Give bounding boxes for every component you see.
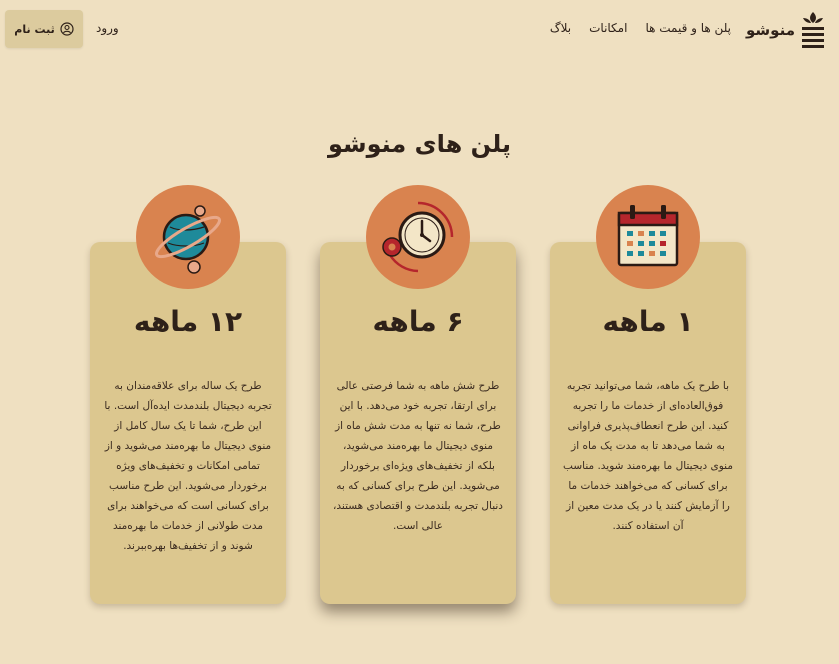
top-navbar: [0, 0, 839, 62]
plan-description-6-month: طرح شش ماهه به شما فرصتی عالی برای ارتقا، تجربه خود می‌دهد. با این طرح، شما نه تنها به مدت شش ماه از منوی دیجیتال ما بهره‌مند می‌شوید، بلکه از تخفیف‌های ویژه‌ای برخوردار می‌شوید. این طرح برای کسانی که به دنبال تجربه بلندمدت و اقتصادی هستند، عالی است.: [333, 380, 503, 532]
user-circle-icon: [60, 22, 74, 36]
logo-text: منوشو: [746, 21, 795, 39]
planet-icon: [148, 197, 228, 277]
signup-label: ثبت نام: [14, 22, 55, 36]
nav-item-plans-pricing[interactable]: پلن ها و قیمت ها: [645, 21, 731, 35]
plan-description-1-month: با طرح یک ماهه، شما می‌توانید تجربه فوق‌العاده‌ای از خدمات ما را تجربه کنید. این طرح انعطاف‌پذیری فراوانی به شما می‌دهد تا به مدت یک ماه از منوی دیجیتال ما بهره‌مند شوید. مناسب برای کسانی که می‌خواهند خدمات ما را آزمایش کنند یا در یک مدت معین از آن استفاده کنند.: [563, 380, 733, 532]
nav-item-blog[interactable]: بلاگ: [549, 21, 572, 35]
signup-button[interactable]: [5, 10, 83, 48]
page-title: پلن های منوشو: [327, 130, 512, 158]
plan-title-12-month: ۱۲ ماهه: [133, 305, 243, 338]
plan-icon-circle: [596, 185, 700, 289]
login-link[interactable]: ورود: [96, 21, 119, 35]
main-nav: [550, 21, 731, 35]
clock-gear-icon: [378, 197, 458, 277]
calendar-icon: [612, 201, 684, 273]
plan-icon-circle: [366, 185, 470, 289]
plan-icon-circle: [136, 185, 240, 289]
nav-item-features[interactable]: امکانات: [589, 21, 628, 35]
plan-title-6-month: ۶ ماهه: [372, 305, 464, 338]
plan-description-12-month: طرح یک ساله برای علاقه‌مندان به تجربه دیجیتال بلندمدت ایده‌آل است. با این طرح، شما تا یک سال کامل از منوی دیجیتال ما بهره‌مند می‌شوید و از تمامی امکانات و تخفیف‌های ویژه برخوردار می‌شوید. این طرح مناسب برای کسانی است که می‌خواهند برای مدت طولانی از خدمات ما بهره‌مند شوند و از تخفیف‌ها بهره‌ببرند.: [104, 380, 272, 552]
plan-title-1-month: ۱ ماهه: [602, 305, 694, 338]
logo-mark-icon: [799, 10, 827, 50]
logo[interactable]: [746, 8, 827, 52]
